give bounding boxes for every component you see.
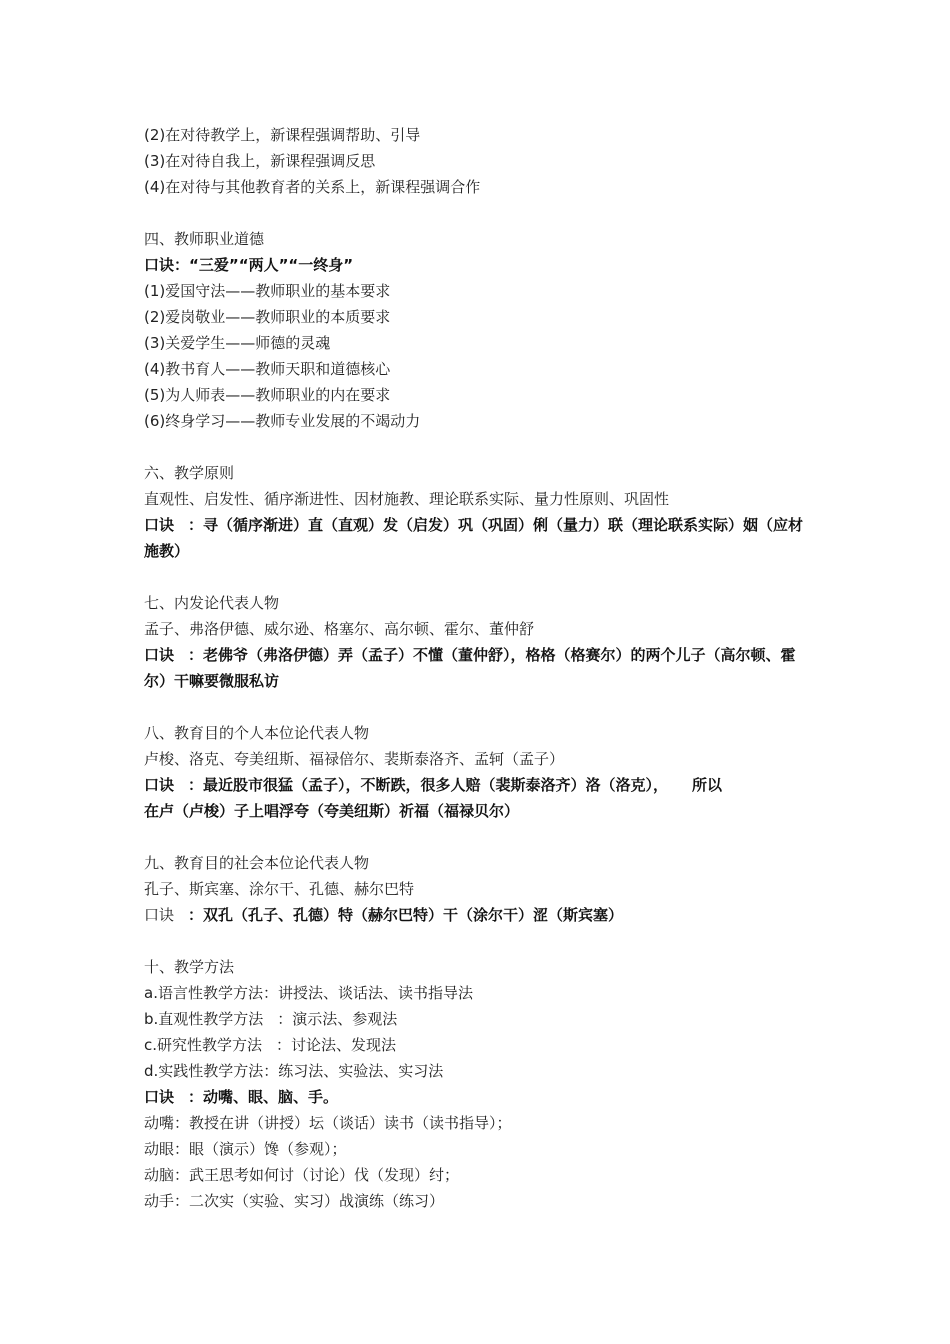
s4-item-2: (2)爱岗敬业——教师职业的本质要求: [144, 308, 391, 326]
s8-mnemonic-a: ：最近股市很猛（孟子），不断跌，很多人赔（裴斯泰洛齐）洛（洛克），: [188, 776, 669, 794]
s4-mnemonic: 口诀：“三爱”“两人”“一终身”: [144, 256, 354, 274]
spacer: [144, 200, 814, 226]
s10-eye: 动眼：眼（演示）馋（参观）；: [144, 1140, 347, 1158]
s10-method-b: [144, 1006, 814, 1032]
s7-list: 孟子、弗洛伊德、威尔逊、格塞尔、高尔顿、霍尔、董仲舒: [144, 620, 535, 638]
section-title-s9: 九、教育目的社会本位论代表人物: [144, 854, 370, 872]
spacer: [144, 928, 814, 954]
s9-mnemonic-block: [144, 902, 814, 928]
s7-mnemonic: ：老佛爷（弗洛伊德）弄（孟子）不懂（董仲舒），格格（格赛尔）的两个儿子（高尔顿、霍尔）干嘛要微服私访: [144, 646, 796, 690]
s10-hand: 动手：二次实（实验、实习）战演练（练习）: [144, 1192, 445, 1210]
s9-mnemonic: ：双孔（孔子、孔德）特（赫尔巴特）干（涂尔干）涩（斯宾塞）: [188, 906, 624, 924]
s4-item-5: (5)为人师表——教师职业的内在要求: [144, 386, 391, 404]
s9-list: 孔子、斯宾塞、涂尔干、孔德、赫尔巴特: [144, 880, 415, 898]
s10-method-d: d.实践性教学方法：练习法、实验法、实习法: [144, 1062, 444, 1080]
s3-line-2: (2)在对待教学上，新课程强调帮助、引导: [144, 126, 421, 144]
method-b-label: b.直观性教学方法: [144, 1010, 264, 1028]
s10-mnemonic-block: [144, 1084, 814, 1110]
section-title-s10: 十、教学方法: [144, 958, 235, 976]
method-b-value: ：演示法、参观法: [277, 1010, 398, 1028]
s10-mouth: 动嘴：教授在讲（讲授）坛（谈话）读书（读书指导）；: [144, 1114, 512, 1132]
s6-mnemonic: ：寻（循序渐进）直（直观）发（启发）巩（巩固）俐（量力）联（理论联系实际）姻（应材施教）: [144, 516, 804, 560]
document-page: [144, 122, 814, 1214]
s6-list: 直观性、启发性、循序渐进性、因材施教、理论联系实际、量力性原则、巩固性: [144, 490, 670, 508]
mnemonic-label: 口诀: [144, 906, 175, 924]
method-c-label: c.研究性教学方法: [144, 1036, 263, 1054]
mnemonic-label: 口诀: [144, 646, 175, 664]
mnemonic-label: 口诀: [144, 1088, 175, 1106]
s10-brain: 动脑：武王思考如何讨（讨论）伐（发现）纣；: [144, 1166, 460, 1184]
s3-line-3: (3)在对待自我上，新课程强调反思: [144, 152, 376, 170]
spacer: [144, 694, 814, 720]
s8-mnemonic-b: 所以: [692, 776, 723, 794]
s4-item-3: (3)关爱学生——师德的灵魂: [144, 334, 331, 352]
s10-method-a: a.语言性教学方法：讲授法、谈话法、读书指导法: [144, 984, 473, 1002]
s3-line-4: (4)在对待与其他教育者的关系上，新课程强调合作: [144, 178, 481, 196]
s8-mnemonic-line-1: [144, 772, 814, 798]
s8-list: 卢梭、洛克、夸美纽斯、福禄倍尔、裴斯泰洛齐、孟轲（孟子）: [144, 750, 565, 768]
spacer: [144, 824, 814, 850]
s8-mnemonic-line-2: 在卢（卢梭）子上唱浮夸（夸美纽斯）祈福（福禄贝尔）: [144, 802, 520, 820]
s4-item-6: (6)终身学习——教师专业发展的不竭动力: [144, 412, 421, 430]
s6-mnemonic-block: [144, 512, 814, 564]
s10-mnemonic: ：动嘴、眼、脑、手。: [188, 1088, 339, 1106]
method-c-value: ：讨论法、发现法: [276, 1036, 397, 1054]
section-title-s4: 四、教师职业道德: [144, 230, 265, 248]
s7-mnemonic-block: [144, 642, 814, 694]
s4-item-4: (4)教书育人——教师天职和道德核心: [144, 360, 391, 378]
section-title-s7: 七、内发论代表人物: [144, 594, 280, 612]
s4-item-1: (1)爱国守法——教师职业的基本要求: [144, 282, 391, 300]
spacer: [144, 564, 814, 590]
mnemonic-label: 口诀: [144, 776, 175, 794]
section-title-s6: 六、教学原则: [144, 464, 235, 482]
spacer: [144, 434, 814, 460]
section-title-s8: 八、教育目的个人本位论代表人物: [144, 724, 370, 742]
s10-method-c: [144, 1032, 814, 1058]
mnemonic-label: 口诀: [144, 516, 175, 534]
